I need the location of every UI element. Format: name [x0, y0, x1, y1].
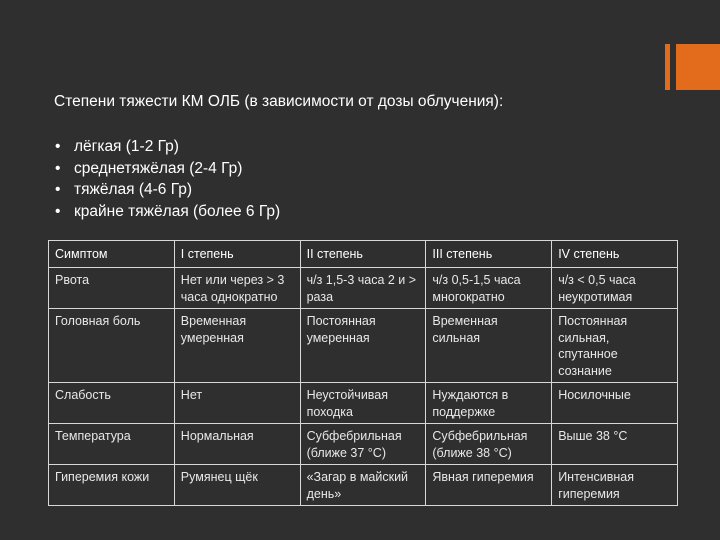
table-row — [49, 383, 678, 424]
table-cell: Нет или через > 3 часа однократно — [174, 268, 300, 309]
table-cell: Субфебрильная (ближе 38 °C) — [426, 424, 552, 465]
column-header-degree-2: II степень — [300, 241, 426, 268]
accent-bar-thick — [676, 44, 720, 90]
table-cell: ч/з 1,5-3 часа 2 и > раза — [300, 268, 426, 309]
bullet-icon: • — [55, 159, 61, 177]
severity-list — [54, 136, 280, 222]
table-cell: Субфебрильная (ближе 37 °C) — [300, 424, 426, 465]
column-header-degree-4: IV степень — [552, 241, 678, 268]
table-cell: Временная умеренная — [174, 309, 300, 383]
table-cell: Постоянная умеренная — [300, 309, 426, 383]
list-item — [54, 201, 280, 223]
list-item-label: крайне тяжёлая (более 6 Гр) — [74, 202, 281, 220]
table-header-row — [49, 241, 678, 268]
list-item — [54, 179, 280, 201]
table-cell: Гиперемия кожи — [49, 465, 175, 506]
table-cell: Румянец щёк — [174, 465, 300, 506]
table-cell: Постоянная сильная, спутанное сознание — [552, 309, 678, 383]
table-cell: Носилочные — [552, 383, 678, 424]
table-cell: Температура — [49, 424, 175, 465]
list-item-label: тяжёлая (4-6 Гр) — [74, 181, 193, 198]
accent-bar-thin — [665, 44, 670, 90]
table-cell: Слабость — [49, 383, 175, 424]
bullet-icon: • — [55, 202, 61, 220]
table-row — [49, 268, 678, 309]
list-item-label: лёгкая (1-2 Гр) — [74, 138, 179, 155]
symptoms-table — [48, 240, 678, 506]
table-cell: ч/з 0,5-1,5 часа многократно — [426, 268, 552, 309]
table-cell: Выше 38 °C — [552, 424, 678, 465]
list-item — [54, 158, 280, 180]
slide-title: Степени тяжести КМ ОЛБ (в зависимости от дозы облучения): — [54, 93, 504, 110]
table-cell: Неустойчивая походка — [300, 383, 426, 424]
list-item — [54, 136, 280, 158]
column-header-symptom: Симптом — [49, 241, 175, 268]
table-cell: ч/з < 0,5 часа неукротимая — [552, 268, 678, 309]
table-row — [49, 424, 678, 465]
table-cell: Явная гиперемия — [426, 465, 552, 506]
table-cell: Временная сильная — [426, 309, 552, 383]
table-row — [49, 309, 678, 383]
list-item-label: среднетяжёлая (2-4 Гр) — [74, 159, 243, 177]
bullet-icon: • — [55, 181, 61, 198]
bullet-icon: • — [55, 138, 61, 155]
table-cell: Нет — [174, 383, 300, 424]
table-cell: «Загар в майский день» — [300, 465, 426, 506]
column-header-degree-3: III степень — [426, 241, 552, 268]
table-cell: Интенсивная гиперемия — [552, 465, 678, 506]
table-cell: Головная боль — [49, 309, 175, 383]
column-header-degree-1: I степень — [174, 241, 300, 268]
table-cell: Нуждаются в поддержке — [426, 383, 552, 424]
table-cell: Нормальная — [174, 424, 300, 465]
table-row — [49, 465, 678, 506]
table-cell: Рвота — [49, 268, 175, 309]
